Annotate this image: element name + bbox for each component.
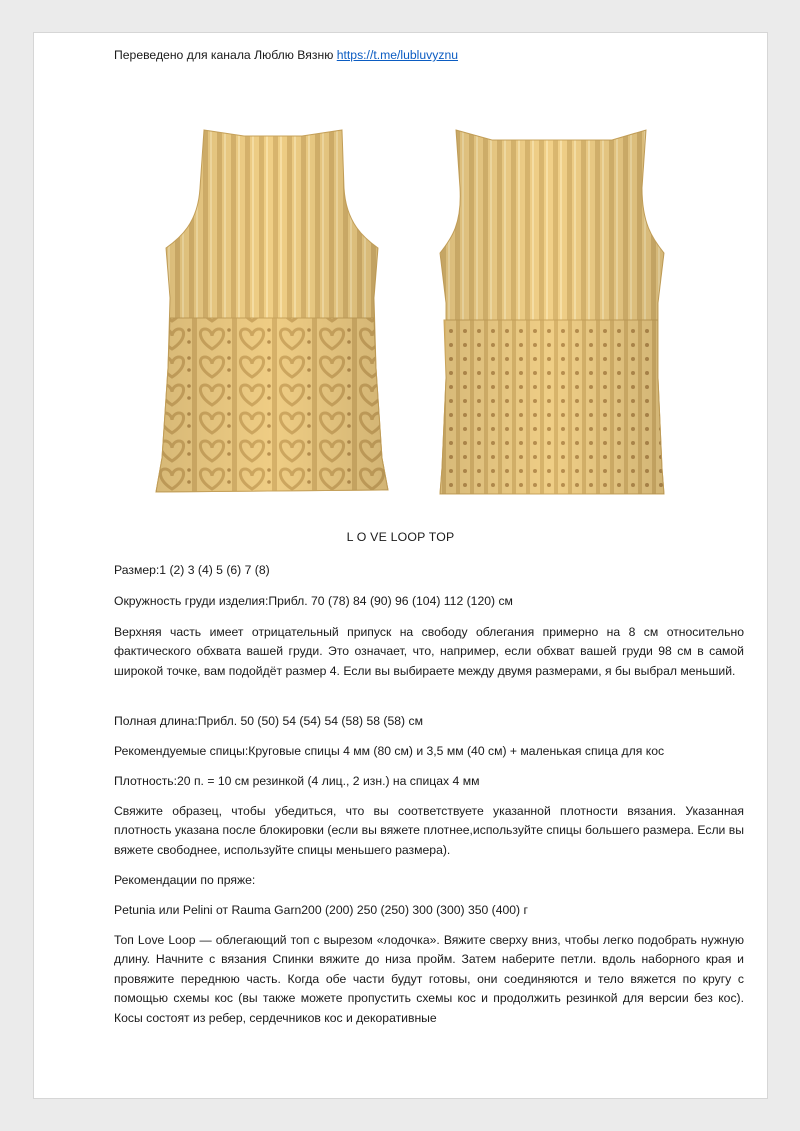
bust-line: Окружность груди изделия:Прибл. 70 (78) 84 (90) 96 (104) 112 (120) см [114, 594, 513, 608]
description-paragraph: Топ Love Loop — облегающий топ с вырезом «лодочка». Вяжите сверху вниз, чтобы легко подобрать нужную длину. Начните с вязания Спинки вяжите до низа пройм. Затем наберите петли. вдоль наборного края и провяжите переднюю часть. Когда обе части будут готовы, они соединяются и тело вяжется по кругу с помощью схемы кос (вы также можете пропустить схемы кос и продолжить резинкой для версии без кос). Косы состоят из ребер, сердечников кос и декоративные [114, 933, 744, 1025]
needles-line: Рекомендуемые спицы:Круговые спицы 4 мм (80 см) и 3,5 мм (40 см) + маленькая спица для кос [114, 744, 665, 758]
length-line: Полная длина:Прибл. 50 (50) 54 (54) 54 (58) 58 (58) см [114, 714, 423, 728]
yarn-line: Petunia или Pelini от Rauma Garn200 (200) 250 (250) 300 (300) 350 (400) г [114, 903, 528, 917]
credit-text: Переведено для канала Люблю Вязню [114, 48, 337, 62]
document-page [34, 33, 767, 1098]
top-back-photo [432, 128, 670, 503]
channel-link[interactable]: https://t.me/lubluvyznu [336, 48, 459, 62]
ease-paragraph: Верхняя часть имеет отрицательный припуск на свободу облегания примерно на 8 см относительно фактического обхвата вашей груди. Это означает, что, например, если обхват вашей груди 98 см в самой широкой точке, вам подойдёт размер 4. Если вы выбираете между двумя размерами, я бы выбрал меньший. [114, 625, 744, 678]
swatch-paragraph: Свяжите образец, чтобы убедиться, что вы соответствуете указанной плотности вязания. Указанная плотность указана после блокировки (если вы вяжете плотнее,используйте спицы большего размера. Если вы вяжете свободнее, используйте спицы меньшего размера). [114, 804, 744, 857]
translation-credit [114, 48, 458, 62]
gauge-line: Плотность:20 п. = 10 см резинкой (4 лиц., 2 изн.) на спицах 4 мм [114, 774, 480, 788]
top-front-photo [152, 128, 392, 503]
yarn-heading: Рекомендации по пряже: [114, 873, 256, 887]
pattern-title: L O VE LOOP TOP [346, 530, 455, 544]
size-line: Размер:1 (2) 3 (4) 5 (6) 7 (8) [114, 563, 270, 577]
